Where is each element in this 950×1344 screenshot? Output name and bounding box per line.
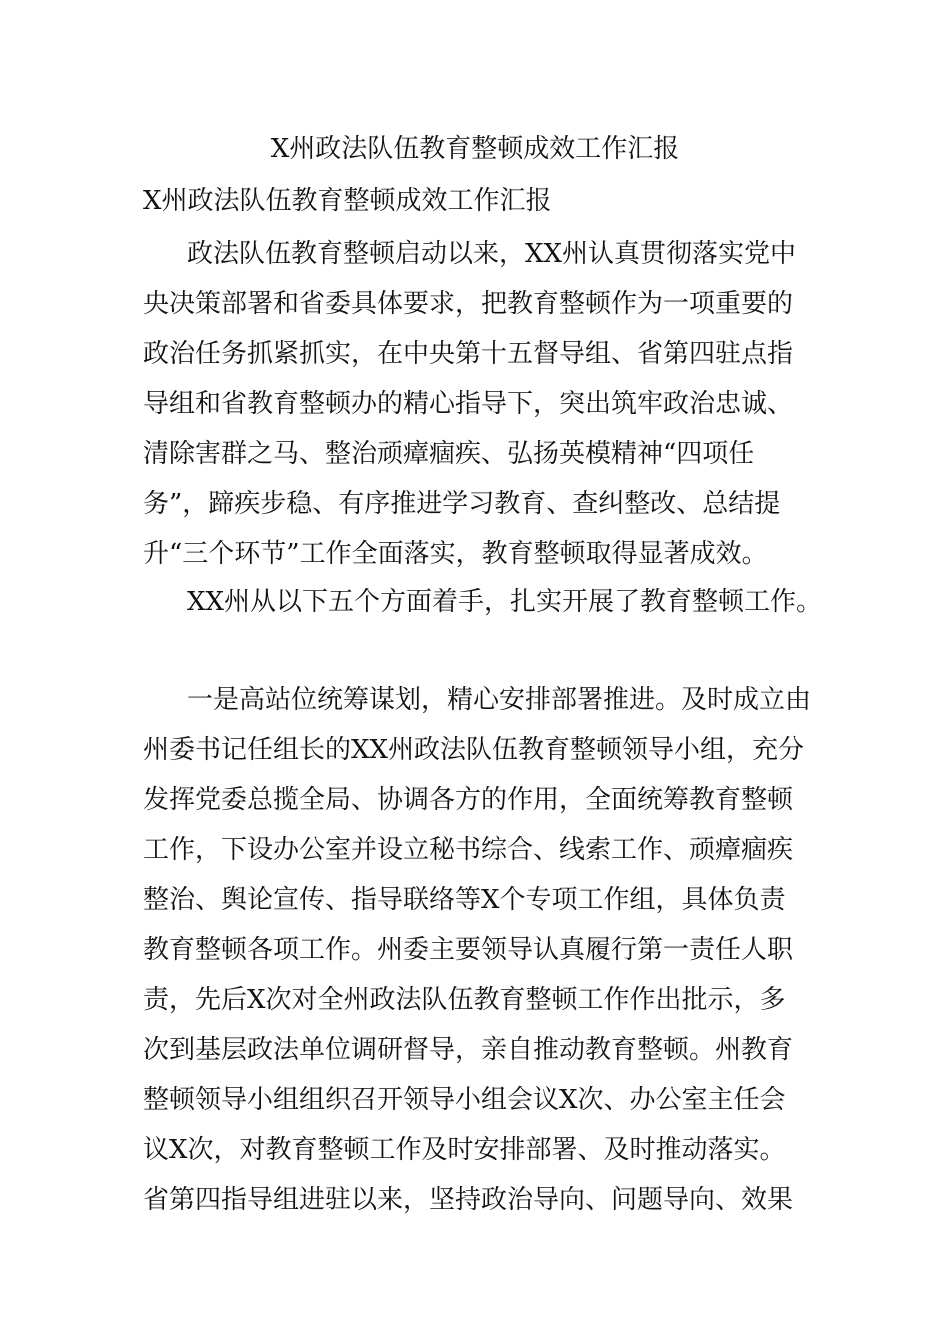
text-line: 发挥党委总揽全局、协调各方的作用，全面统筹教育整顿 [143,785,794,815]
text-line: 政治任务抓紧抓实，在中央第十五督导组、省第四驻点指 [143,339,794,369]
text-line: 整治、舆论宣传、指导联络等X个专项工作组，具体负责 [143,885,786,915]
paragraph-overview [143,577,823,627]
text-line: 务”，蹄疾步稳、有序推进学习教育、查纠整改、总结提 [143,489,781,519]
text-line: 次到基层政法单位调研督导，亲自推动教育整顿。州教育 [143,1035,794,1065]
text-line: 整顿领导小组组织召开领导小组会议X次、办公室主任会 [143,1085,786,1115]
text-line: 责，先后X次对全州政法队伍教育整顿工作作出批示，多 [143,985,786,1015]
text-line: 州委书记任组长的XX州政法队伍教育整顿领导小组，充分 [143,735,805,765]
text-line: XX州从以下五个方面着手，扎实开展了教育整顿工作。 [187,587,823,617]
paragraph-point-one [143,675,813,1225]
text-line: 工作，下设办公室并设立秘书综合、线索工作、顽瘴痼疾 [143,835,794,865]
text-line: 省第四指导组进驻以来，坚持政治导向、问题导向、效果 [143,1185,794,1215]
text-line: 导组和省教育整顿办的精心指导下，突出筑牢政治忠诚、 [143,389,794,419]
text-line: 议X次，对教育整顿工作及时安排部署、及时推动落实。 [143,1135,786,1165]
text-line: 教育整顿各项工作。州委主要领导认真履行第一责任人职 [143,935,794,965]
text-line: 一是高站位统筹谋划，精心安排部署推进。及时成立由 [187,685,812,715]
text-line: 升“三个环节”工作全面落实，教育整顿取得显著成效。 [143,539,768,569]
text-line: 央决策部署和省委具体要求，把教育整顿作为一项重要的 [143,289,794,319]
document-subtitle: X州政法队伍教育整顿成效工作汇报 [143,186,552,216]
text-line: 清除害群之马、整治顽瘴痼疾、弘扬英模精神“四项任 [143,439,755,469]
text-line: 政法队伍教育整顿启动以来，XX州认真贯彻落实党中 [187,239,797,269]
paragraph-intro [143,229,813,579]
document-title: X州政法队伍教育整顿成效工作汇报 [270,134,680,164]
